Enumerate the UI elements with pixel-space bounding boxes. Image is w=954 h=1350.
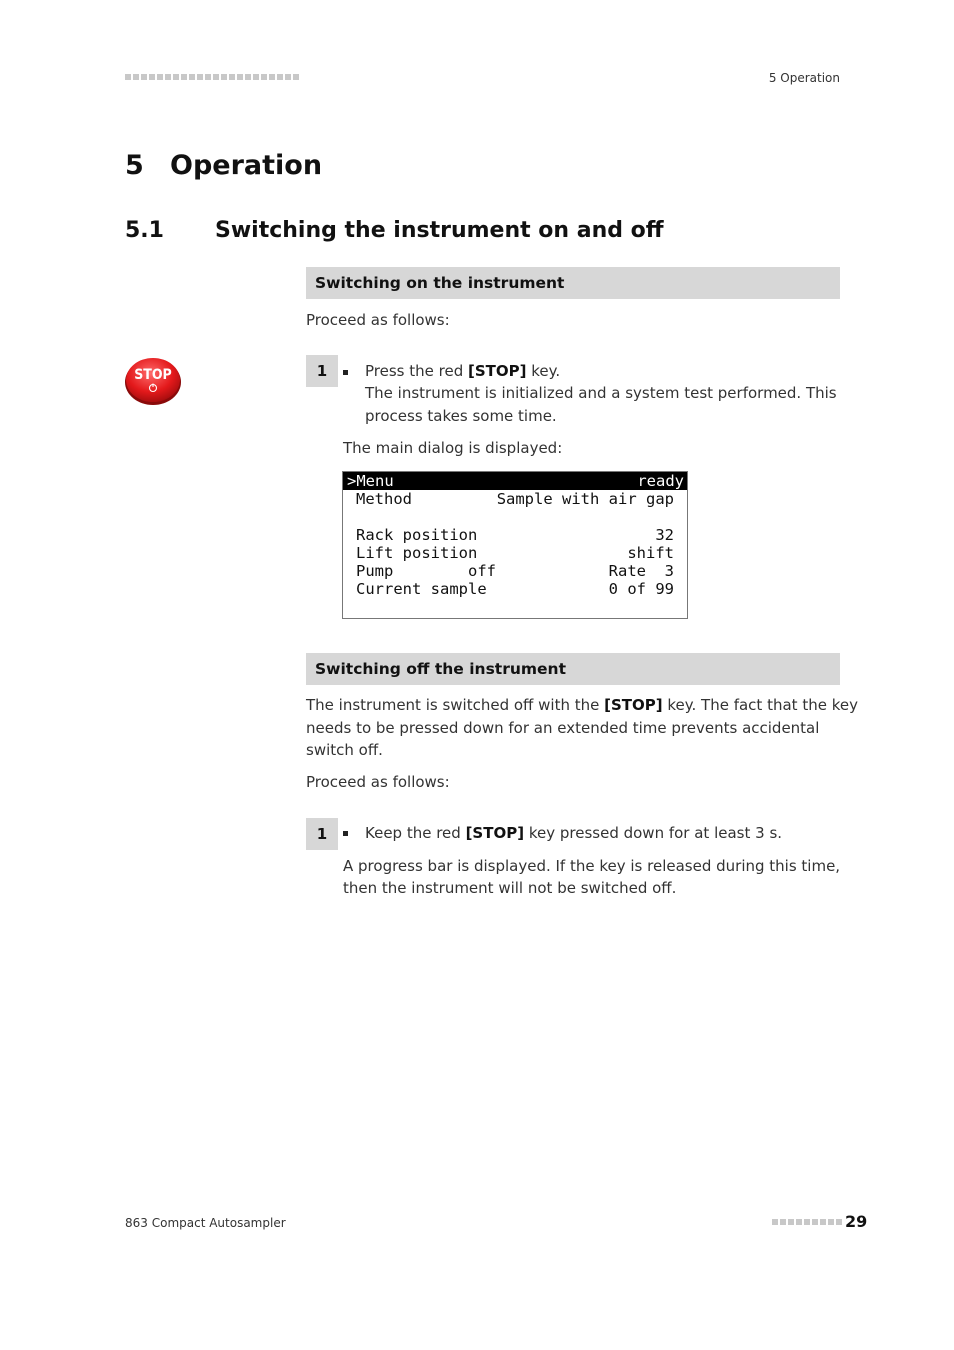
display-row: Current sample 0 of 99 — [356, 580, 674, 598]
display-row: Method Sample with air gap — [356, 490, 674, 508]
display-row — [343, 508, 687, 526]
switch-off-para-line-2: needs to be pressed down for an extended time prevents accidental — [306, 719, 820, 737]
display-menu-label: >Menu — [347, 472, 394, 490]
step-instruction: Press the red [STOP] key. — [365, 362, 561, 380]
section-heading — [125, 218, 664, 243]
bullet-icon — [343, 370, 348, 375]
switch-off-intro: Proceed as follows: — [306, 773, 450, 791]
display-row: Rack position 32 — [356, 526, 674, 544]
stop-key-reference: [STOP] — [604, 696, 663, 714]
section-title: Switching the instrument on and off — [215, 218, 664, 243]
footer-product: 863 Compact Autosampler — [125, 1216, 286, 1230]
stop-key-reference: [STOP] — [465, 824, 525, 842]
display-row: Lift position shift — [356, 544, 674, 562]
switch-on-heading: Switching on the instrument — [306, 267, 840, 299]
step-number: 1 — [306, 355, 338, 387]
dialog-caption: The main dialog is displayed: — [343, 439, 563, 457]
chapter-number: 5 — [125, 150, 144, 181]
chapter-title: Operation — [170, 150, 323, 181]
step-number: 1 — [306, 818, 338, 850]
stop-key-label: STOP — [134, 367, 172, 383]
footer-decoration — [772, 1219, 842, 1225]
step-result-line-1: A progress bar is displayed. If the key is released during this time, — [343, 857, 841, 875]
page-number: 29 — [845, 1212, 868, 1231]
switch-off-para-line-3: switch off. — [306, 741, 383, 759]
step-result-line-1: The instrument is initialized and a system test performed. This — [365, 384, 837, 402]
display-status: ready — [637, 472, 684, 490]
display-row: Pump off Rate 3 — [356, 562, 674, 580]
switch-off-heading: Switching off the instrument — [306, 653, 840, 685]
main-dialog-display — [342, 471, 688, 619]
stop-key-icon — [124, 356, 182, 406]
section-number: 5.1 — [125, 218, 164, 243]
running-header: 5 Operation — [768, 71, 840, 85]
switch-off-para-line-1: The instrument is switched off with the [STOP] key. The fact that the key — [306, 696, 858, 714]
chapter-heading — [125, 150, 322, 181]
bullet-icon — [343, 831, 348, 836]
switch-on-intro: Proceed as follows: — [306, 311, 450, 329]
display-menu-bar — [343, 472, 687, 490]
step-instruction: Keep the red [STOP] key pressed down for at least 3 s. — [365, 824, 783, 842]
step-result-line-2: then the instrument will not be switched off. — [343, 879, 677, 897]
header-decoration — [125, 74, 299, 82]
step-result-line-2: process takes some time. — [365, 407, 557, 425]
stop-key-reference: [STOP] — [468, 362, 527, 380]
